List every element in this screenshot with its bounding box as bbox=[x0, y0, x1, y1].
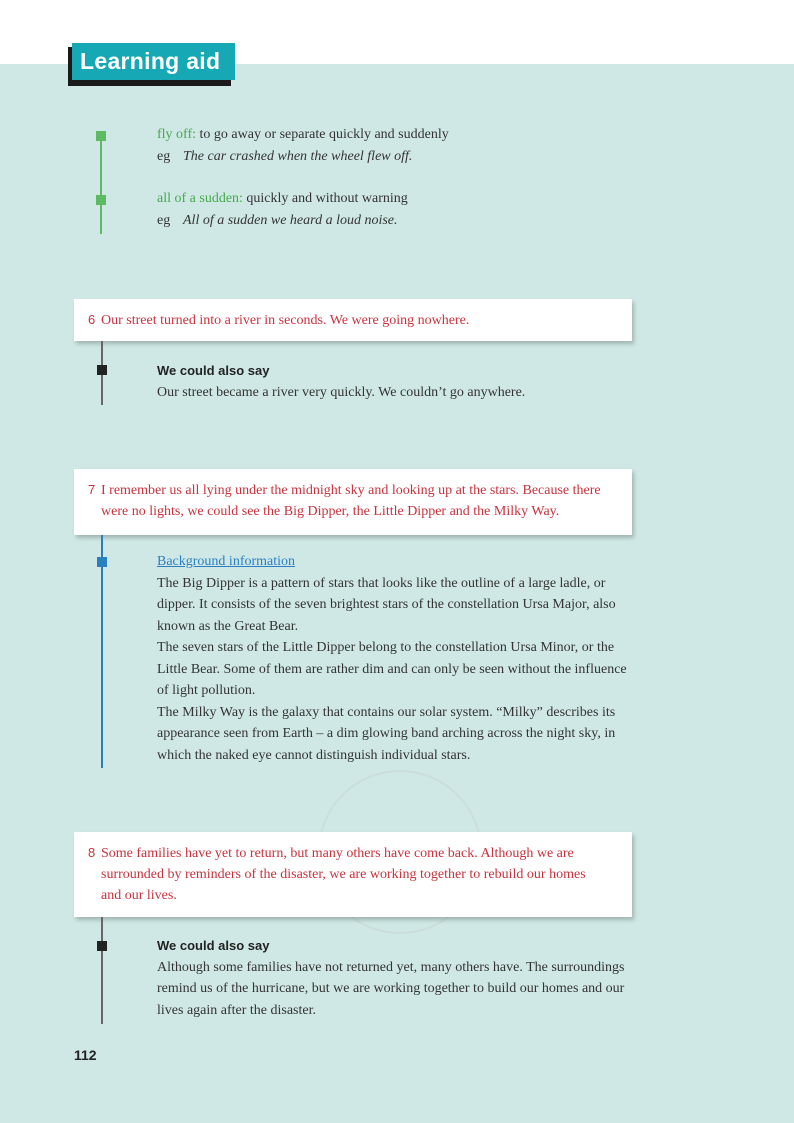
note-heading: We could also say bbox=[157, 938, 270, 953]
note-8 bbox=[157, 935, 627, 1021]
quote-number: 7 bbox=[88, 482, 96, 497]
note-marker-7 bbox=[97, 557, 107, 567]
note-text: Our street became a river very quickly. We couldn’t go anywhere. bbox=[157, 384, 526, 400]
vocab-marker-2 bbox=[96, 195, 106, 205]
vocab-definition: to go away or separate quickly and suddenly bbox=[196, 127, 449, 142]
vocab-item-1 bbox=[157, 124, 617, 167]
background-paragraph-3: The Milky Way is the galaxy that contains our solar system. “Milky” describes its appearance seen from Earth – a dim glowing band arching across the night sky, in which the naked eye cannot distinguish individual stars. bbox=[157, 704, 616, 763]
vocab-marker-1 bbox=[96, 131, 106, 141]
vocab-item-2 bbox=[157, 188, 617, 231]
eg-label: eg bbox=[157, 148, 171, 164]
background-heading: Background information bbox=[157, 554, 296, 569]
quote-text-6 bbox=[88, 309, 618, 331]
quote-7-body: I remember us all lying under the midnight sky and looking up at the stars. Because there were no lights, we could see the Big Dipper, the Little Dipper and the Milky Way. bbox=[101, 483, 601, 519]
note-line-8 bbox=[101, 917, 103, 1024]
quote-box-8 bbox=[74, 832, 632, 917]
vocab-line bbox=[100, 132, 102, 234]
background-paragraph-2: The seven stars of the Little Dipper belong to the constellation Ursa Minor, or the Little Bear. Some of them are rather dim and can only be seen without the influence of light pollution. bbox=[157, 640, 627, 698]
note-text: Although some families have not returned yet, many others have. The surroundings remind us of the hurricane, but we are working together to build our homes and our lives again after the disaster. bbox=[157, 959, 625, 1018]
note-6 bbox=[157, 360, 627, 403]
page-number: 112 bbox=[74, 1047, 97, 1063]
vocab-term: all of a sudden: bbox=[157, 191, 243, 206]
vocab-definition: quickly and without warning bbox=[242, 191, 408, 206]
quote-box-7 bbox=[74, 469, 632, 535]
eg-label: eg bbox=[157, 212, 171, 228]
quote-text-7 bbox=[88, 479, 618, 522]
quote-number: 8 bbox=[88, 845, 96, 860]
vocab-example: The car crashed when the wheel flew off. bbox=[183, 148, 413, 164]
background-paragraph-1: The Big Dipper is a pattern of stars that looks like the outline of a large ladle, or dipper. It consists of the seven brightest stars of the constellation Ursa Major, also known as the Great Bear. bbox=[157, 575, 616, 634]
note-heading: We could also say bbox=[157, 363, 270, 378]
section-tag: Learning aid bbox=[72, 43, 235, 80]
quote-box-6 bbox=[74, 299, 632, 341]
quote-number: 6 bbox=[88, 312, 96, 327]
note-line-7 bbox=[101, 535, 103, 768]
note-marker-8 bbox=[97, 941, 107, 951]
vocab-term: fly off: bbox=[157, 127, 197, 142]
quote-6-body: Our street turned into a river in seconds. We were going nowhere. bbox=[101, 313, 470, 328]
note-marker-6 bbox=[97, 365, 107, 375]
vocab-example: All of a sudden we heard a loud noise. bbox=[183, 212, 398, 228]
quote-text-8 bbox=[88, 842, 604, 906]
quote-8-body: Some families have yet to return, but many others have come back. Although we are surrounded by reminders of the disaster, we are working together to rebuild our homes and our lives. bbox=[101, 846, 586, 903]
background-info bbox=[157, 551, 632, 766]
